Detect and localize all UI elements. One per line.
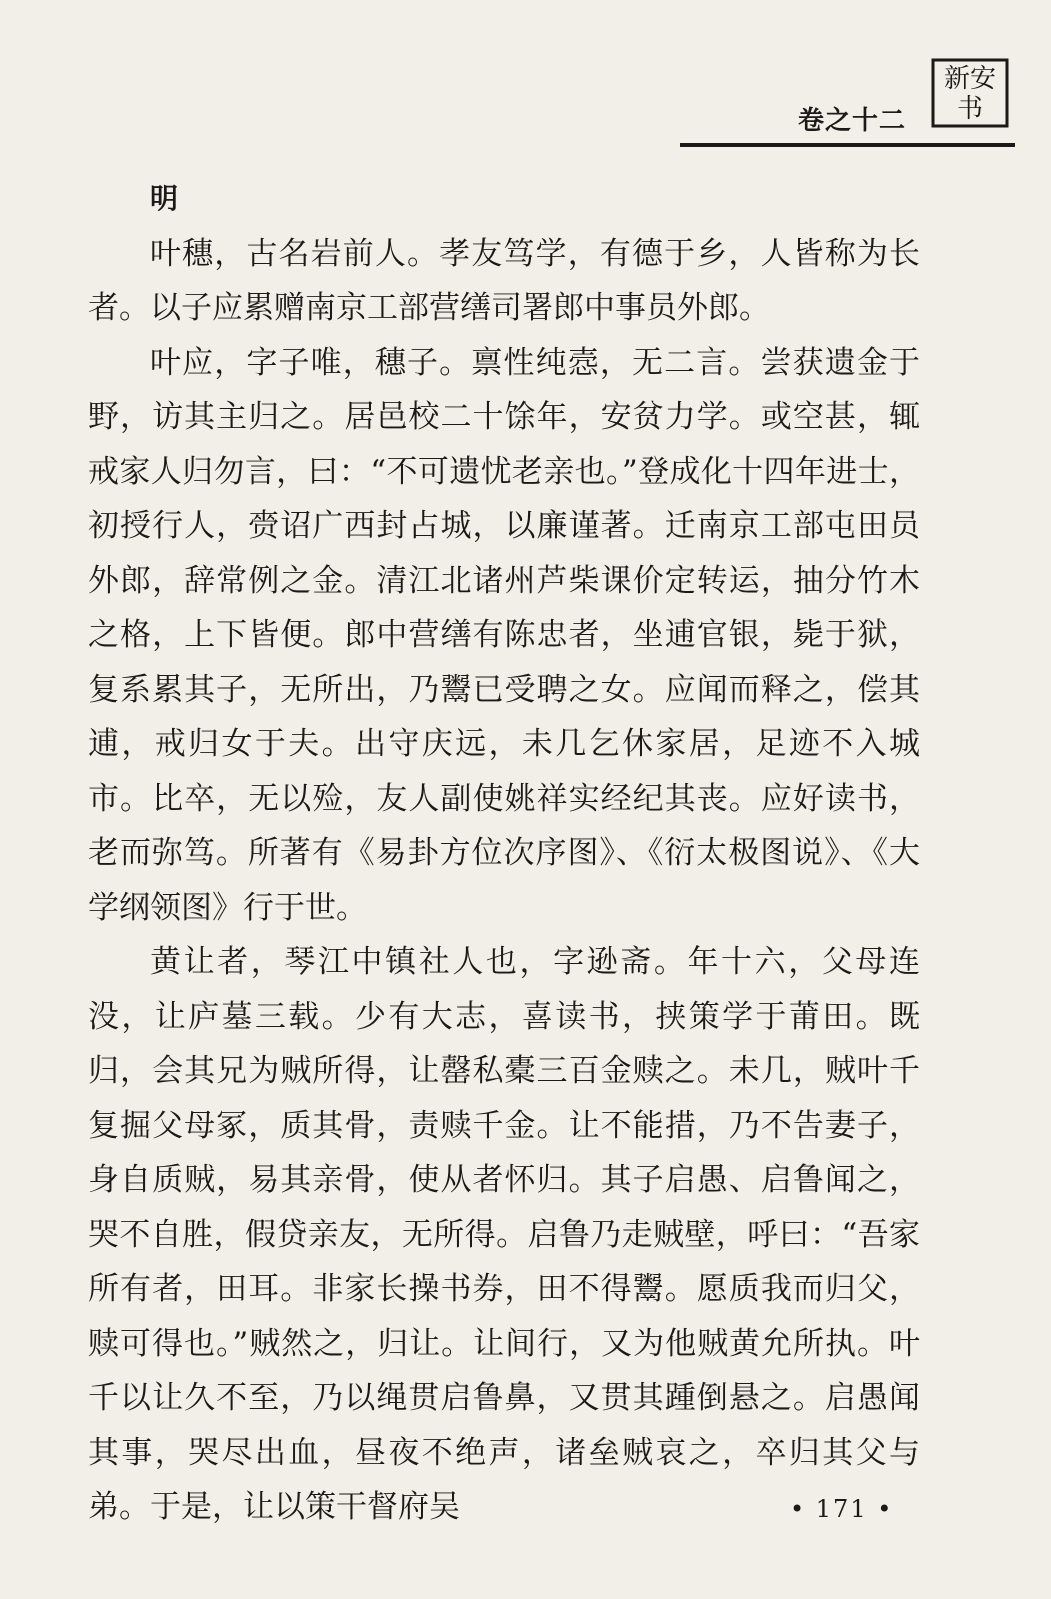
chapter-title: 卷之十二 (798, 106, 907, 136)
page-header (680, 55, 1015, 155)
seal-glyph-top: 新安 (943, 64, 997, 94)
seal-stamp-icon (930, 57, 1010, 129)
paragraph-ye-sui: 叶穗，古名岩前人。孝友笃学，有德于乡，人皆称为长者。以子应累赠南京工部营缮司署郎中事员外郎。 (88, 235, 920, 326)
paragraph-huang-rang: 黄让者，琴江中镇社人也，字逊斋。年十六，父母连没，让庐墓三载。少有大志，喜读书，挟策学于莆田。既归，会其兄为贼所得，让罄私橐三百金赎之。未几，贼叶千复掘父母冢，质其骨，责赎千金。让不能措，乃不告妻子，身自质贼，易其亲骨，使从者怀归。其子启愚、启鲁闻之，哭不自胜，假贷亲友，无所得。启鲁乃走贼壁，呼曰：“吾家所有者，田耳。非家长操书券，田不得鬻。愿质我而归父，赎可得也。”贼然之，归让。让间行，又为他贼黄允所执。叶千以让久不至，乃以绳贯启鲁鼻，又贯其踵倒悬之。启愚闻其事，哭尽出血，昼夜不绝声，诸垒贼哀之，卒归其父与弟。于是，让以策干督府吴 (88, 944, 920, 1525)
dynasty-heading: 明 (150, 182, 179, 215)
page-number: • 171 • (790, 1495, 894, 1523)
paragraph-ye-ying: 叶应，字子唯，穗子。禀性纯悫，无二言。尝获遗金于野，访其主归之。居邑校二十馀年，安贫力学。或空甚，辄戒家人归勿言，曰：“不可遗忧老亲也。”登成化十四年进士，初授行人，赍诏广西封占城，以廉谨著。迁南京工部屯田员外郎，辞常例之金。清江北诸州芦柴课价定转运，抽分竹木之格，上下皆便。郎中营缮有陈忠者，坐逋官银，毙于狱，复系累其子，无所出，乃鬻已受聘之女。应闻而释之，偿其逋，戒归女于夫。出守庆远，未几乞休家居，足迹不入城市。比卒，无以殓，友人副使姚祥实经纪其丧。应好读书，老而弥笃。所著有《易卦方位次序图》、《衍太极图说》、《大学纲领图》行于世。 (88, 344, 920, 926)
body-text (88, 172, 920, 1535)
seal-glyph-bottom: 书 (956, 94, 984, 124)
header-rule (680, 143, 1015, 147)
